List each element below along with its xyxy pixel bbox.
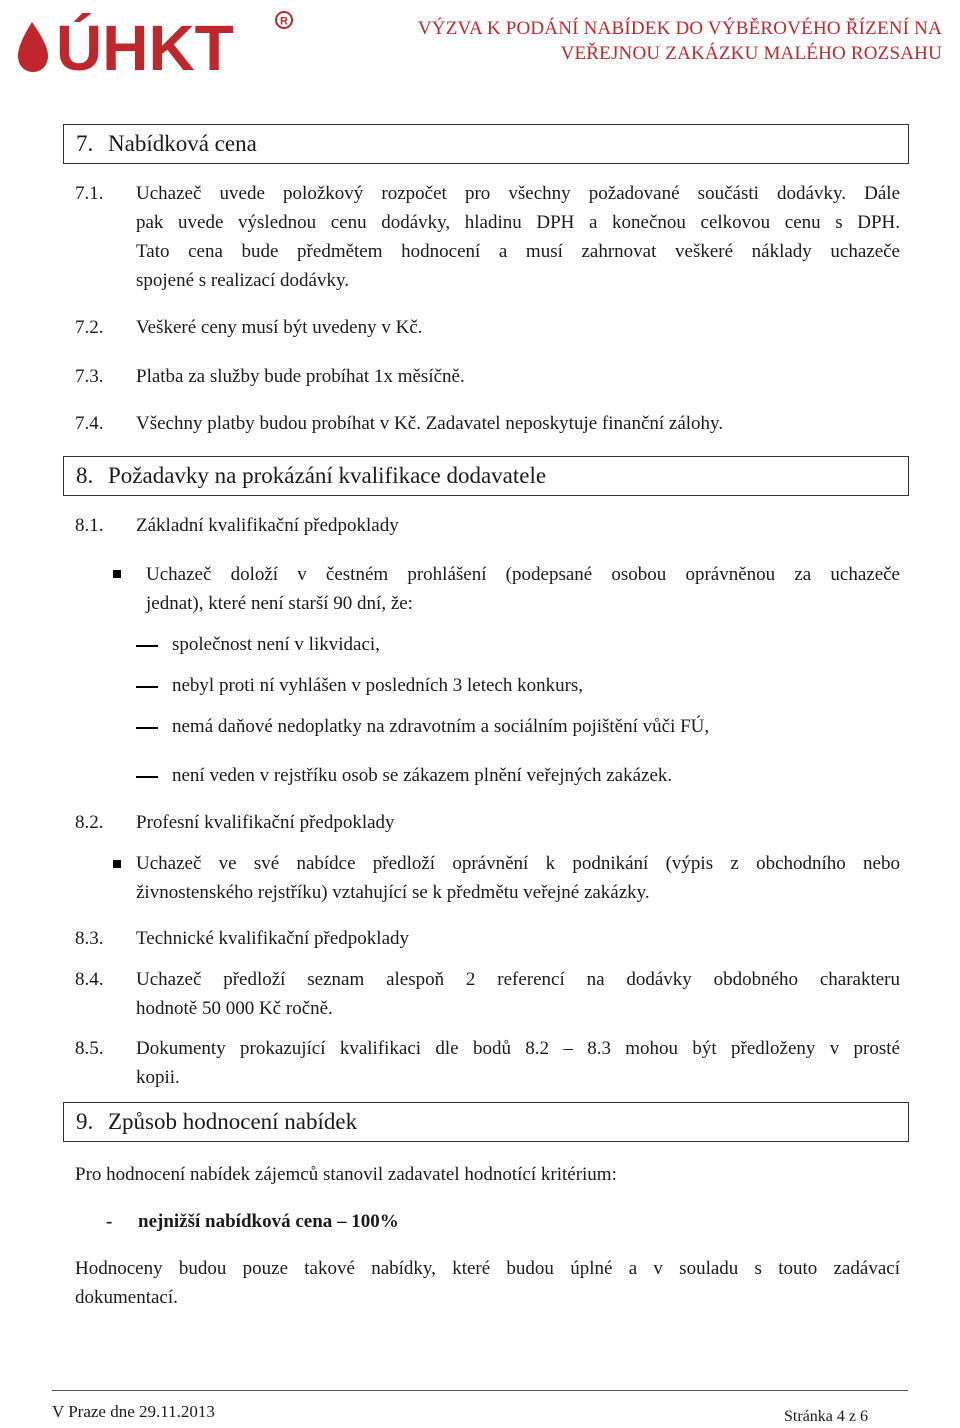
item-7-4-text: Všechny platby budou probíhat v Kč. Zadavatel neposkytuje finanční zálohy.: [136, 413, 724, 434]
item-7-2-number: 7.2.: [75, 317, 104, 338]
dash-item: nemá daňové nedoplatky na zdravotním a sociálním pojištění vůči FÚ,: [172, 716, 710, 737]
item-8-5-number: 8.5.: [75, 1038, 104, 1059]
footer-page-number: Stránka 4 z 6: [784, 1408, 868, 1425]
item-8-2-text: Profesní kvalifikační předpoklady: [136, 812, 395, 833]
bullet-8-1-line-1: Uchazeč doloží v čestném prohlášení (podepsané osobou oprávněnou za uchazeče: [146, 564, 900, 585]
section-7-number: 7.: [76, 131, 94, 156]
item-8-1-text: Základní kvalifikační předpoklady: [136, 515, 399, 536]
evaluation-intro: Pro hodnocení nabídek zájemců stanovil zadavatel hodnotící kritérium:: [75, 1164, 617, 1185]
item-7-1-line-3: Tato cena bude předmětem hodnocení a musí zahrnovat veškeré náklady uchazeče: [136, 241, 900, 262]
item-8-5-line-1: Dokumenty prokazující kvalifikaci dle bodů 8.2 – 8.3 mohou být předloženy v prosté: [136, 1038, 900, 1059]
item-8-3-number: 8.3.: [75, 928, 104, 949]
dash-icon: [136, 776, 158, 778]
dash-item: není veden v rejstříku osob se zákazem plnění veřejných zakázek.: [172, 765, 673, 786]
footer-date: V Praze dne 29.11.2013: [52, 1402, 215, 1421]
item-7-4-number: 7.4.: [75, 413, 104, 434]
section-8-number: 8.: [76, 463, 94, 488]
item-7-1-line-4: spojené s realizací dodávky.: [136, 270, 349, 291]
logo-text: ÚHKT: [56, 12, 234, 84]
item-7-2-text: Veškeré ceny musí být uvedeny v Kč.: [136, 317, 423, 338]
section-9-title: Způsob hodnocení nabídek: [108, 1109, 358, 1134]
logo-graphic: [12, 4, 302, 84]
item-8-4-line-2: hodnotě 50 000 Kč ročně.: [136, 998, 333, 1019]
dash-item: nebyl proti ní vyhlášen v posledních 3 letech konkurs,: [172, 675, 584, 696]
section-8-title: Požadavky na prokázání kvalifikace dodavatele: [108, 463, 547, 488]
closing-line-2: dokumentací.: [75, 1287, 178, 1308]
section-7-title: Nabídková cena: [108, 131, 257, 156]
uhkt-logo: [12, 4, 302, 84]
section-9-number: 9.: [76, 1109, 94, 1134]
blood-drop-icon: [18, 22, 48, 72]
item-7-1-line-1: Uchazeč uvede položkový rozpočet pro všechny požadované součásti dodávky. Dále: [136, 183, 900, 204]
header-title-line-1: VÝZVA K PODÁNÍ NABÍDEK DO VÝBĚROVÉHO ŘÍZENÍ NA: [417, 18, 942, 39]
item-8-4-number: 8.4.: [75, 969, 104, 990]
item-8-4-line-1: Uchazeč předloží seznam alespoň 2 referencí na dodávky obdobného charakteru: [136, 969, 900, 990]
item-8-1-number: 8.1.: [75, 515, 104, 536]
criterion-dash: -: [106, 1211, 113, 1232]
item-8-2-number: 8.2.: [75, 812, 104, 833]
item-7-1-number: 7.1.: [75, 183, 104, 204]
square-bullet-icon: [113, 860, 121, 868]
dash-item: společnost není v likvidaci,: [172, 634, 380, 655]
dash-icon: [136, 727, 158, 729]
section-7-heading: [63, 124, 909, 164]
evaluation-criterion: nejnižší nabídková cena – 100%: [138, 1211, 399, 1232]
item-8-3-text: Technické kvalifikační předpoklady: [136, 928, 410, 949]
section-9-heading: [63, 1102, 909, 1142]
section-8-heading: [63, 456, 909, 496]
bullet-8-1-line-2: jednat), které není starší 90 dní, že:: [146, 593, 413, 614]
footer-divider: [52, 1390, 908, 1391]
dash-icon: [136, 686, 158, 688]
svg-text:R: R: [280, 15, 288, 28]
item-7-3-text: Platba za služby bude probíhat 1x měsíčně.: [136, 366, 465, 387]
item-7-3-number: 7.3.: [75, 366, 104, 387]
bullet-8-2-line-1: Uchazeč ve své nabídce předloží oprávnění k podnikání (výpis z obchodního nebo: [136, 853, 900, 874]
header-title-line-2: VEŘEJNOU ZAKÁZKU MALÉHO ROZSAHU: [560, 43, 942, 64]
closing-line-1: Hodnoceny budou pouze takové nabídky, které budou úplné a v souladu s touto zadávací: [75, 1258, 900, 1279]
item-7-1-line-2: pak uvede výslednou cenu dodávky, hladinu DPH a konečnou celkovou cenu s DPH.: [136, 212, 900, 233]
dash-icon: [136, 645, 158, 647]
item-8-5-line-2: kopii.: [136, 1067, 180, 1088]
square-bullet-icon: [113, 570, 121, 578]
bullet-8-2-line-2: živnostenského rejstříku) vztahující se k předmětu veřejné zakázky.: [136, 882, 650, 903]
